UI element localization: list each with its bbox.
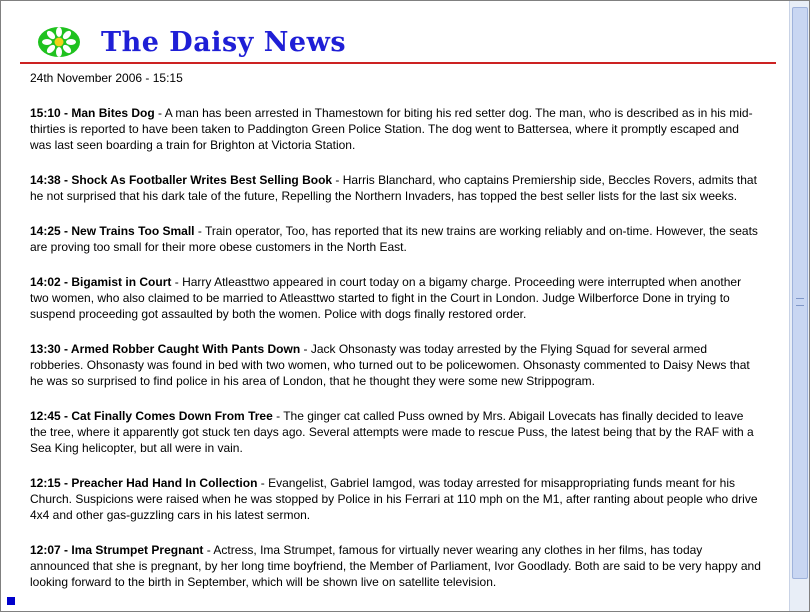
story-body: Actress, Ima Strumpet, famous for virtually never wearing any clothes in her films, has today announced that she is pregnant, by her long time boyfriend, the Member of Parliament, Ivor Goodlady. Both are said to be very happy and looking forward to the birth in September, which will be shown live on satellite television. <box>30 543 761 589</box>
story-item: 15:10 - Man Bites Dog - A man has been arrested in Thamestown for biting his red setter dog. The man, who is described as in his mid-thirties is reported to have been taken to Paddington Green Police Station. The dog went to Battersea, where it promptly escaped and was last seen boarding a train for Brighton at Victoria Station. <box>30 106 753 152</box>
story-headline: Man Bites Dog <box>71 106 155 120</box>
story-item: 13:30 - Armed Robber Caught With Pants Down - Jack Ohsonasty was today arrested by the Flying Squad for several armed robberies. Ohsonasty was found in bed with two women, who turned out to be policewomen. Ohsonasty commented to Daisy News that he was so surprised to find police in his area of London, that he thought they were some new Strippogram. <box>30 342 750 388</box>
story-headline: Preacher Had Hand In Collection <box>71 476 258 490</box>
story-headline: Shock As Footballer Writes Best Selling Book <box>71 173 333 187</box>
story-time: 15:10 <box>30 106 61 120</box>
story-body: The ginger cat called Puss owned by Mrs. Abigail Lovecats has finally decided to leave the tree, where it apparently got stuck ten days ago. Several attempts were made to rescue Puss, the latest being that by the RAF with a Sea King helicopter, but all were in vain. <box>30 409 754 455</box>
scrollbar-thumb[interactable] <box>792 7 808 579</box>
story-time: 14:38 <box>30 173 61 187</box>
story-headline: Armed Robber Caught With Pants Down <box>70 342 301 356</box>
masthead <box>37 23 346 61</box>
story-body: A man has been arrested in Thamestown for biting his red setter dog. The man, who is described as in his mid-thirties is reported to have been taken to Paddington Green Police Station. The dog went to Battersea, where it promptly escaped and was last seen boarding a train for Brighton at Victoria Station. <box>30 106 753 152</box>
scroll-grip-icon <box>796 298 804 306</box>
story-headline: New Trains Too Small <box>71 224 195 238</box>
vertical-scrollbar[interactable] <box>789 1 809 611</box>
header-divider <box>20 62 776 64</box>
story-time: 13:30 <box>30 342 61 356</box>
story-item: 12:45 - Cat Finally Comes Down From Tree - The ginger cat called Puss owned by Mrs. Abigail Lovecats has finally decided to leave the tree, where it apparently got stuck ten days ago. Several attempts were made to rescue Puss, the latest being that by the RAF with a Sea King helicopter, but all were in vain. <box>30 409 754 455</box>
story-item: 14:25 - New Trains Too Small - Train operator, Too, has reported that its new trains are working reliably and on-time. However, the seats are proving too small for their more obese customers in the North East. <box>30 224 758 254</box>
corner-marker <box>7 597 15 605</box>
story-body: Evangelist, Gabriel Iamgod, was today arrested for misappropriating funds meant for his Church. Suspicions were raised when he was stopped by Police in his Ferrari at 110 mph on the M1, after ranting about people who drive 4x4 and other gas-guzzling cars in his latest sermon. <box>30 476 758 522</box>
story-body: Jack Ohsonasty was today arrested by the Flying Squad for several armed robberies. Ohsonasty was found in bed with two women, who turned out to be policewomen. Ohsonasty commented to Daisy News that he was so surprised to find police in his area of London, that he thought they were some new Strippogram. <box>30 342 750 388</box>
page-content <box>1 1 789 611</box>
story-body: Harris Blanchard, who captains Premiership side, Beccles Rovers, admits that he not surprised that his dark tale of the future, Repelling the Northern Invaders, has topped the best seller lists for the last six weeks. <box>30 173 757 203</box>
story-headline: Bigamist in Court <box>71 275 172 289</box>
dateline: 24th November 2006 - 15:15 <box>30 71 183 85</box>
story-headline: Cat Finally Comes Down From Tree <box>71 409 273 423</box>
site-title: The Daisy News <box>101 26 347 58</box>
story-time: 12:15 <box>30 476 61 490</box>
story-body: Harry Atleasttwo appeared in court today on a bigamy charge. Proceeding were interrupted when another two women, who also claimed to be married to Atleasttwo started to fight in the Court in London. Judge Wilberforce Done in trying to suspend proceeding got assaulted by both the women. Police with dogs finally restored order. <box>30 275 742 321</box>
story-item: 12:15 - Preacher Had Hand In Collection - Evangelist, Gabriel Iamgod, was today arrested for misappropriating funds meant for his Church. Suspicions were raised when he was stopped by Police in his Ferrari at 110 mph on the M1, after ranting about people who drive 4x4 and other gas-guzzling cars in his latest sermon. <box>30 476 758 522</box>
story-time: 12:45 <box>30 409 61 423</box>
story-item: 14:38 - Shock As Footballer Writes Best Selling Book - Harris Blanchard, who captains Premiership side, Beccles Rovers, admits that he not surprised that his dark tale of the future, Repelling the Northern Invaders, has topped the best seller lists for the last six weeks. <box>30 173 757 203</box>
story-time: 14:25 <box>30 224 61 238</box>
story-item: 12:07 - Ima Strumpet Pregnant - Actress, Ima Strumpet, famous for virtually never wearing any clothes in her films, has today announced that she is pregnant, by her long time boyfriend, the Member of Parliament, Ivor Goodlady. Both are said to be very happy and looking forward to the birth in September, which will be shown live on satellite television. <box>30 543 761 589</box>
daisy-icon <box>37 25 81 59</box>
story-body: Train operator, Too, has reported that its new trains are working reliably and on-time. However, the seats are proving too small for their more obese customers in the North East. <box>30 224 758 254</box>
story-list <box>30 105 762 609</box>
story-item: 14:02 - Bigamist in Court - Harry Atleasttwo appeared in court today on a bigamy charge. Proceeding were interrupted when another two women, who also claimed to be married to Atleasttwo started to fight in the Court in London. Judge Wilberforce Done in trying to suspend proceeding got assaulted by both the women. Police with dogs finally restored order. <box>30 275 742 321</box>
story-time: 12:07 <box>30 543 61 557</box>
story-headline: Ima Strumpet Pregnant <box>71 543 204 557</box>
story-time: 14:02 <box>30 275 61 289</box>
